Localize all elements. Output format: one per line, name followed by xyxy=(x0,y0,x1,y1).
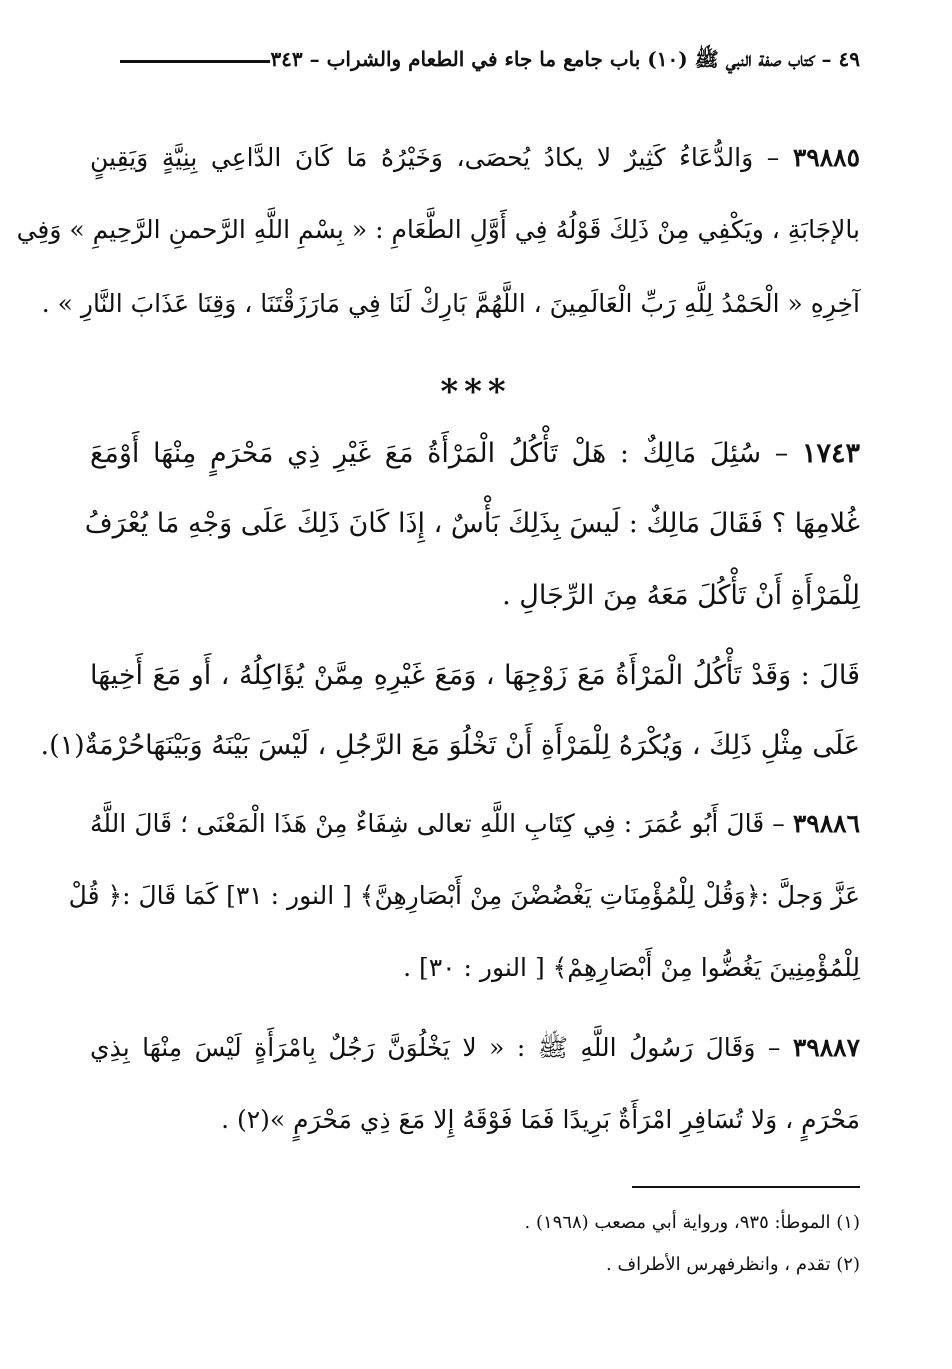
paragraph-text: – قَالَ أَبُو عُمَرَ : فِي كِتَابِ اللَّهِ تعالى شِفَاءٌ مِنْ هَذَا الْمَعْنَى ؛ قَالَ اللَّهُ xyxy=(90,809,785,838)
footnote-rule xyxy=(632,1186,860,1188)
paragraph-39886-line-2: عَزَّ وَجلَّ :﴿وَقُلْ لِلْمُؤْمِنَاتِ يَغْضُضْنَ مِنْ أَبْصَارِهِنَّ﴾ [ النور : ٣١] كَمَا قَالَ :﴿ قُلْ xyxy=(68,881,860,910)
header-title: ٤٩ – كتاب صفة النبي ﷺ (١٠) باب جامع ما جاء في الطعام والشراب – ٣٤٣ xyxy=(270,46,860,71)
paragraph-39886-line-3: لِلْمُؤْمِنِينَ يَغُضُّوا مِنْ أَبْصَارِهِمْ﴾ [ النور : ٣٠] . xyxy=(403,953,860,982)
paragraph-39887-line-2: مَحْرَمٍ ، وَلا تُسَافِرِ امْرَأَةٌ بَرِيدًا فَمَا فَوْقَهُ إِلا مَعَ ذِي مَحْرَمٍ »(٢) . xyxy=(221,1105,860,1134)
paragraph-qal-line-1: قَالَ : وَقَدْ تَأْكُلُ الْمَرْأَةُ مَعَ زَوْجِهَا ، وَمَعَ غَيْرِهِ مِمَّنْ يُؤَاكِلُهُ ، أَو مَعَ أَخِيهَا xyxy=(90,660,860,691)
paragraph-39885-line-2: بالإجَابَةِ ، ويَكْفِي مِنْ ذَلِكَ قَوْلُهُ فِي أَوَّلِ الطَّعَامِ : « بِسْمِ اللَّهِ الرَّحمنِ الرَّحِيمِ » وَفِي xyxy=(16,215,860,244)
paragraph-1743-line-3: لِلْمَرْأَةِ أَنْ تَأْكُلَ مَعَهُ مِنَ الرِّجَالِ . xyxy=(502,580,860,611)
paragraph-39885-line-1 xyxy=(90,142,860,175)
footnote-1: (١) الموطأ: ٩٣٥، ورواية أبي مصعب (١٩٦٨) . xyxy=(524,1212,860,1233)
paragraph-number: ٣٩٨٨٦ xyxy=(792,809,860,838)
paragraph-1743-line-2: غُلامِهَا ؟ فَقَالَ مَالِكٌ : لَيسَ بِذَلِكَ بَأْسٌ ، إِذَا كَانَ ذَلِكَ عَلَى وَجْهِ مَا يُعْرَفُ xyxy=(84,508,860,539)
paragraph-qal-line-2: عَلَى مِثْلِ ذَلِكَ ، وَيُكْرَهُ لِلْمَرْأَةِ أَنْ تَخْلُوَ مَعَ الرَّجُلِ ، لَيْسَ بَيْنَهُ وَبَيْنَهَاحُرْمَةٌ(١). xyxy=(40,730,860,761)
paragraph-39886-line-1 xyxy=(90,808,860,841)
header-rule xyxy=(120,60,270,63)
running-header xyxy=(80,44,860,78)
paragraph-number: ٣٩٨٨٧ xyxy=(792,1033,860,1062)
paragraph-text: – وَالدُّعَاءُ كَثِيرٌ لا يكادُ يُحصَى، وَخَيْرُهُ مَا كَانَ الدَّاعِي بِنِيَّةٍ وَيَقِينٍ xyxy=(90,143,780,172)
section-separator: *** xyxy=(440,372,512,412)
paragraph-number: ١٧٤٣ xyxy=(801,438,860,469)
paragraph-1743-line-1 xyxy=(90,436,860,471)
paragraph-text: – سُئِلَ مَالِكٌ : هَلْ تَأْكُلُ الْمَرْأَةُ مَعَ غَيْرِ ذِي مَحْرَمٍ مِنْهَا أَوْمَعَ xyxy=(90,438,789,469)
paragraph-text: – وَقَالَ رَسُولُ اللَّهِ ﷺ : « لا يَخْلُوَنَّ رَجُلٌ بِامْرَأَةٍ لَيْسَ مِنْهَا بِذِي xyxy=(90,1033,781,1062)
paragraph-39885-line-3: آخِرِهِ « الْحَمْدُ لِلَّهِ رَبِّ الْعَالَمِينَ ، اللَّهُمَّ بَارِكْ لَنَا فِي مَارَزَقْتَنَا ، وَقِنَا عَذَابَ النَّارِ » . xyxy=(41,289,860,318)
paragraph-39887-line-1 xyxy=(90,1032,860,1065)
paragraph-number: ٣٩٨٨٥ xyxy=(792,143,861,172)
footnote-2: (٢) تقدم ، وانظرفهرس الأطراف . xyxy=(606,1254,860,1275)
